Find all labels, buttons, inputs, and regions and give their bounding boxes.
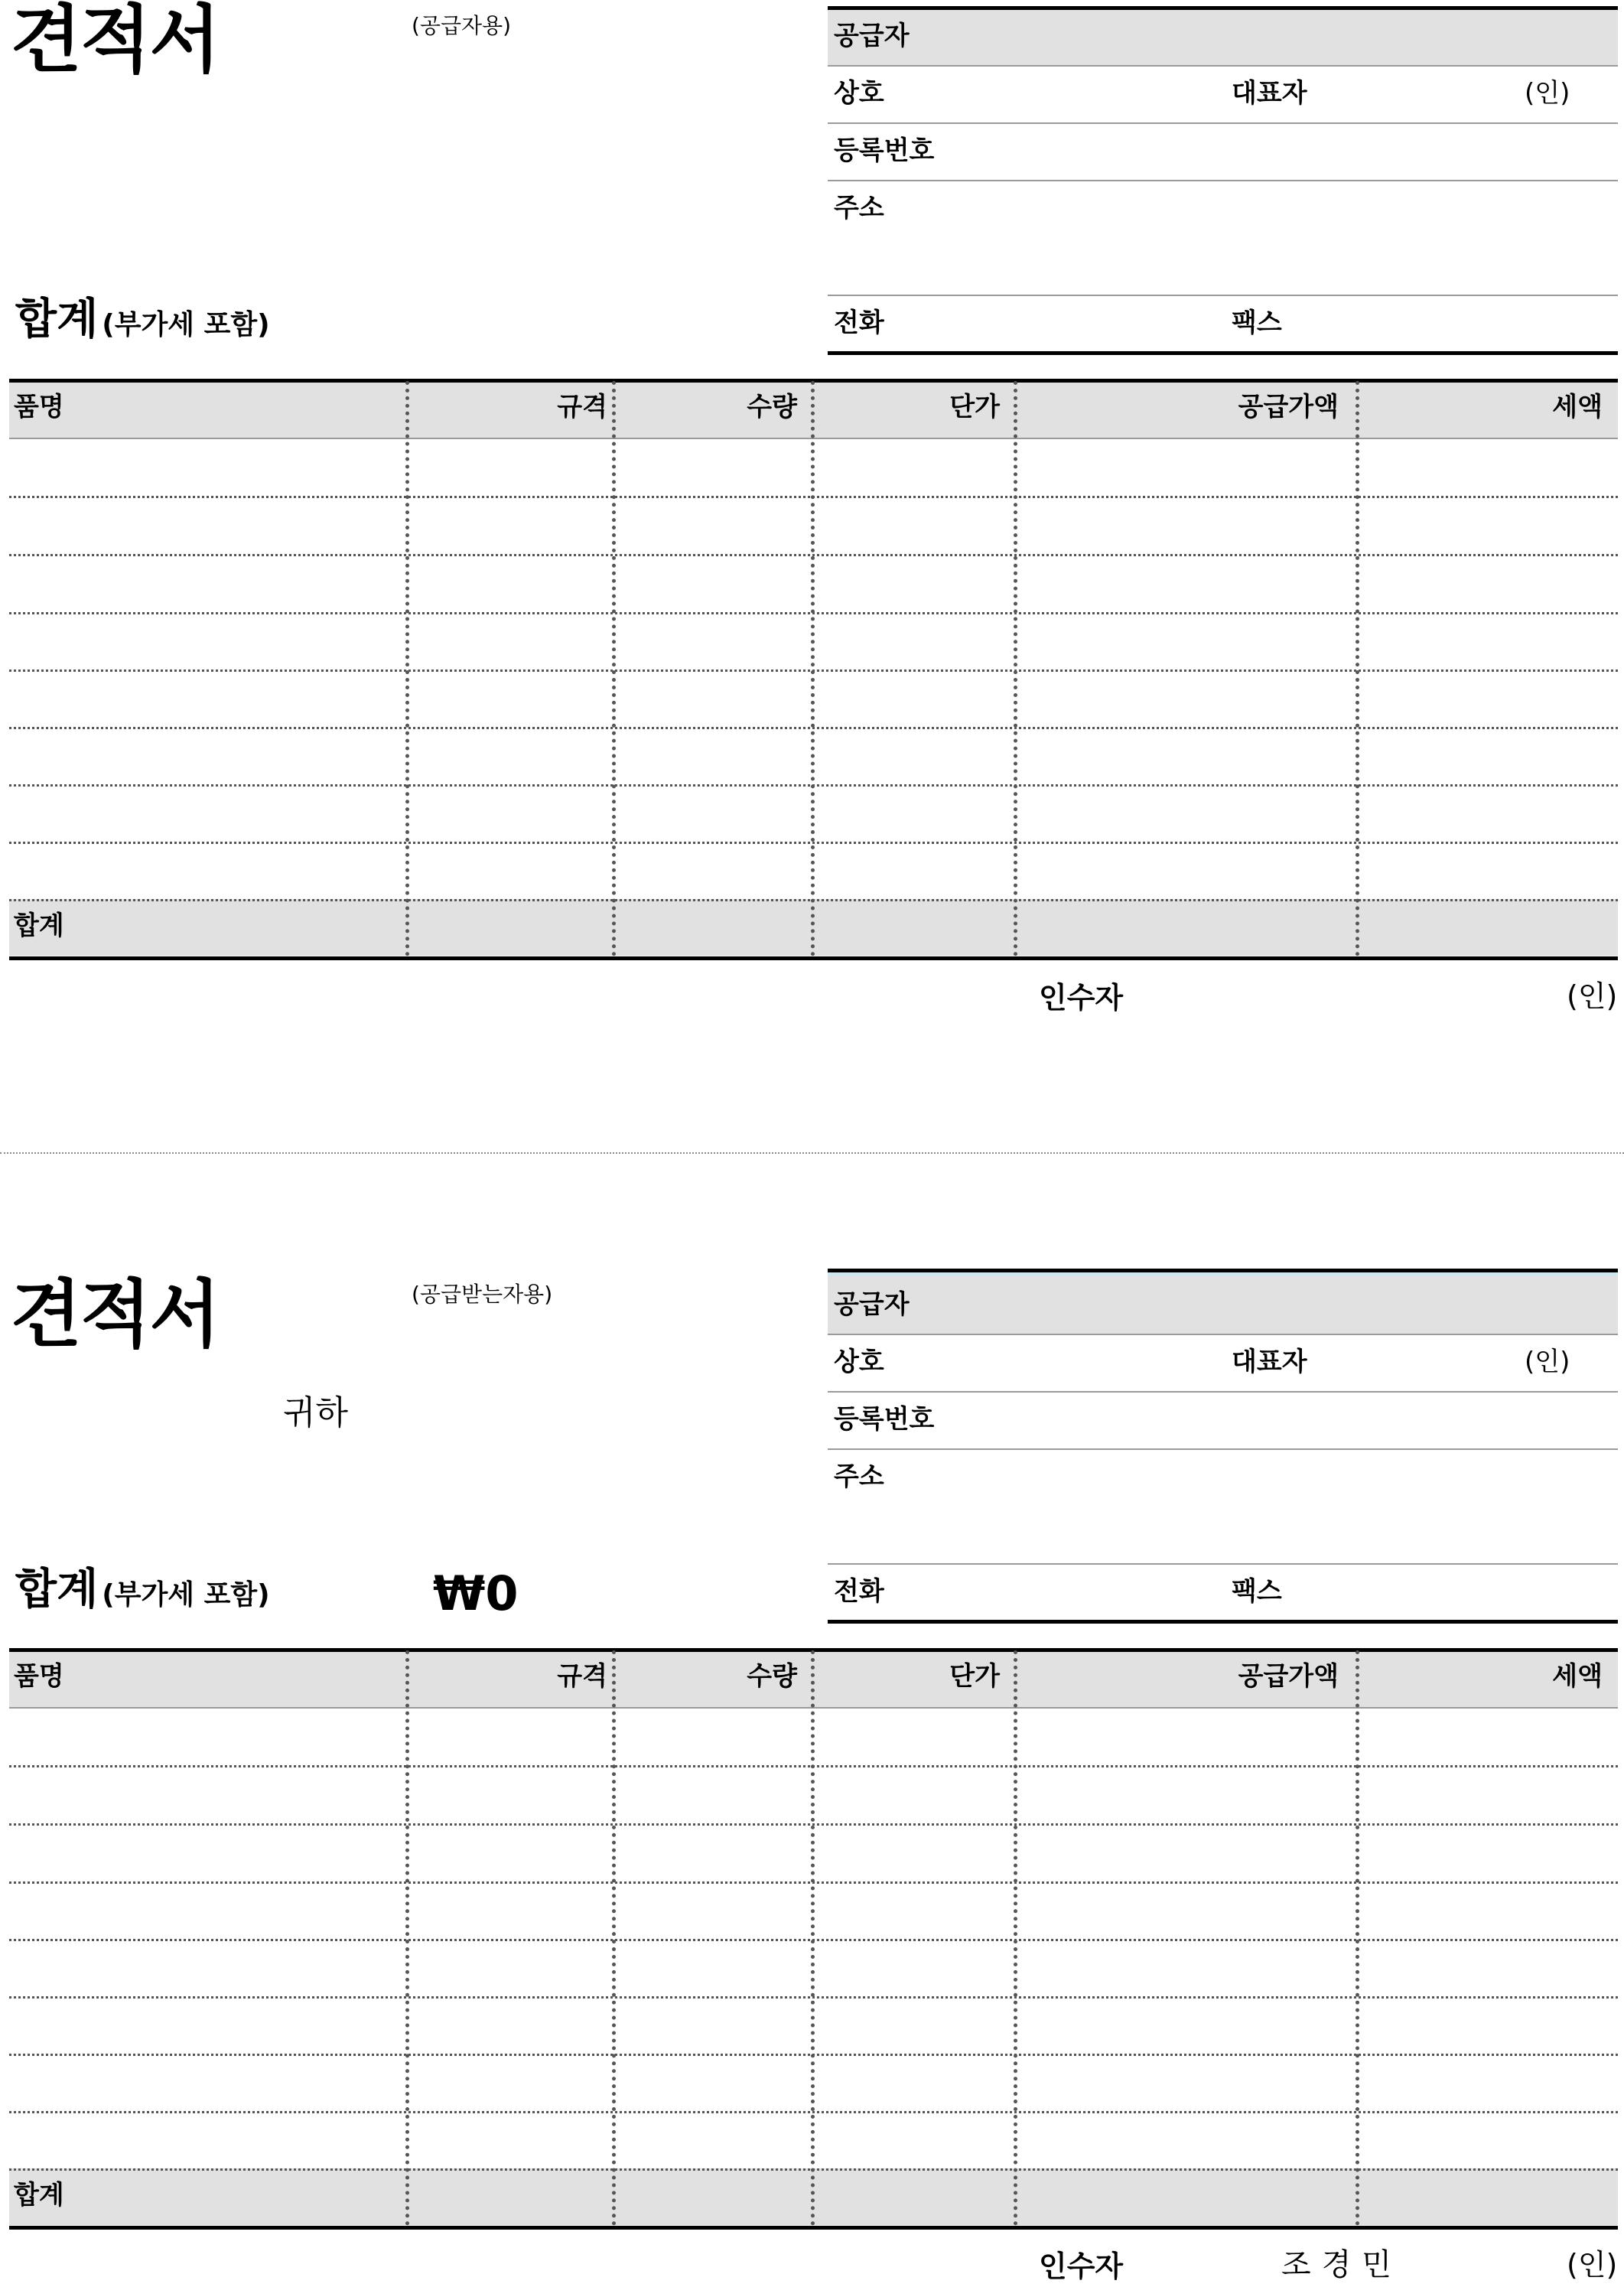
grand-total-label: 합계 xyxy=(15,295,99,344)
column-divider xyxy=(811,381,815,956)
ceo-label: 대표자 xyxy=(1232,1347,1307,1377)
divider xyxy=(828,1391,1618,1393)
column-divider xyxy=(405,1650,409,2226)
receiver-label: 인수자 xyxy=(1039,981,1124,1015)
document-title: 견적서 xyxy=(11,0,220,83)
divider xyxy=(828,65,1618,67)
grand-total-heading xyxy=(15,1565,270,1614)
selection-highlight xyxy=(828,1272,1618,1276)
column-divider xyxy=(811,1650,815,2226)
ceo-seal-mark: (인) xyxy=(1525,78,1570,109)
column-header-unit-price: 단가 xyxy=(949,1661,1000,1692)
column-header-quantity: 수량 xyxy=(747,1661,797,1692)
divider xyxy=(828,1563,1618,1565)
column-divider xyxy=(405,381,409,956)
column-header-supply-amount: 공급가액 xyxy=(1238,1661,1339,1692)
company-name-label: 상호 xyxy=(834,78,884,109)
registration-number-label: 등록번호 xyxy=(834,1404,935,1435)
column-header-unit-price: 단가 xyxy=(949,392,1000,422)
column-divider xyxy=(1014,1650,1017,2226)
divider xyxy=(828,122,1618,124)
cut-line xyxy=(0,1152,1624,1154)
grand-total-value: ₩0 xyxy=(433,1565,519,1621)
phone-label: 전화 xyxy=(834,308,884,338)
supplier-box-top-border xyxy=(828,6,1618,10)
divider xyxy=(828,1334,1618,1335)
divider xyxy=(828,180,1618,181)
supplier-header-bg xyxy=(828,8,1618,65)
receiver-seal-mark: (인) xyxy=(1567,979,1618,1013)
document-title: 견적서 xyxy=(11,1272,220,1357)
copy-type-label: (공급받는자용) xyxy=(412,1282,553,1307)
table-footer-total-label: 합계 xyxy=(14,2180,64,2210)
column-header-tax: 세액 xyxy=(1552,392,1603,422)
ceo-seal-mark: (인) xyxy=(1525,1347,1570,1377)
receiver-name: 조경민 xyxy=(1281,2247,1402,2282)
column-divider xyxy=(1014,381,1017,956)
receiver-label: 인수자 xyxy=(1039,2250,1124,2283)
supplier-box-bottom-border xyxy=(828,1620,1618,1624)
address-label: 주소 xyxy=(834,193,884,223)
grand-total-label: 합계 xyxy=(15,1565,99,1614)
column-header-tax: 세액 xyxy=(1552,1661,1603,1692)
column-divider xyxy=(612,381,616,956)
phone-label: 전화 xyxy=(834,1576,884,1607)
honorific-label: 귀하 xyxy=(283,1393,349,1432)
fax-label: 팩스 xyxy=(1232,308,1282,338)
divider xyxy=(828,1448,1618,1450)
supplier-box-bottom-border xyxy=(828,351,1618,355)
company-name-label: 상호 xyxy=(834,1347,884,1377)
column-header-spec: 규격 xyxy=(557,1661,607,1692)
vat-included-note: (부가세 포함) xyxy=(102,1579,270,1611)
supplier-header: 공급자 xyxy=(834,21,910,51)
column-divider xyxy=(1356,381,1359,956)
receiver-seal-mark: (인) xyxy=(1567,2248,1618,2282)
table-bottom-border xyxy=(9,956,1618,960)
ceo-label: 대표자 xyxy=(1232,78,1307,109)
address-label: 주소 xyxy=(834,1461,884,1492)
column-divider xyxy=(1356,1650,1359,2226)
column-header-item-name: 품명 xyxy=(14,392,64,422)
column-header-quantity: 수량 xyxy=(747,392,797,422)
copy-type-label: (공급자용) xyxy=(412,13,512,38)
table-footer-total-label: 합계 xyxy=(14,911,64,941)
vat-included-note: (부가세 포함) xyxy=(102,309,270,340)
column-header-spec: 규격 xyxy=(557,392,607,422)
supplier-header-bg xyxy=(828,1276,1618,1334)
supplier-header: 공급자 xyxy=(834,1289,910,1320)
column-divider xyxy=(612,1650,616,2226)
registration-number-label: 등록번호 xyxy=(834,135,935,166)
fax-label: 팩스 xyxy=(1232,1576,1282,1607)
column-header-item-name: 품명 xyxy=(14,1661,64,1692)
column-header-supply-amount: 공급가액 xyxy=(1238,392,1339,422)
divider xyxy=(828,295,1618,296)
table-bottom-border xyxy=(9,2226,1618,2230)
grand-total-heading xyxy=(15,295,270,344)
